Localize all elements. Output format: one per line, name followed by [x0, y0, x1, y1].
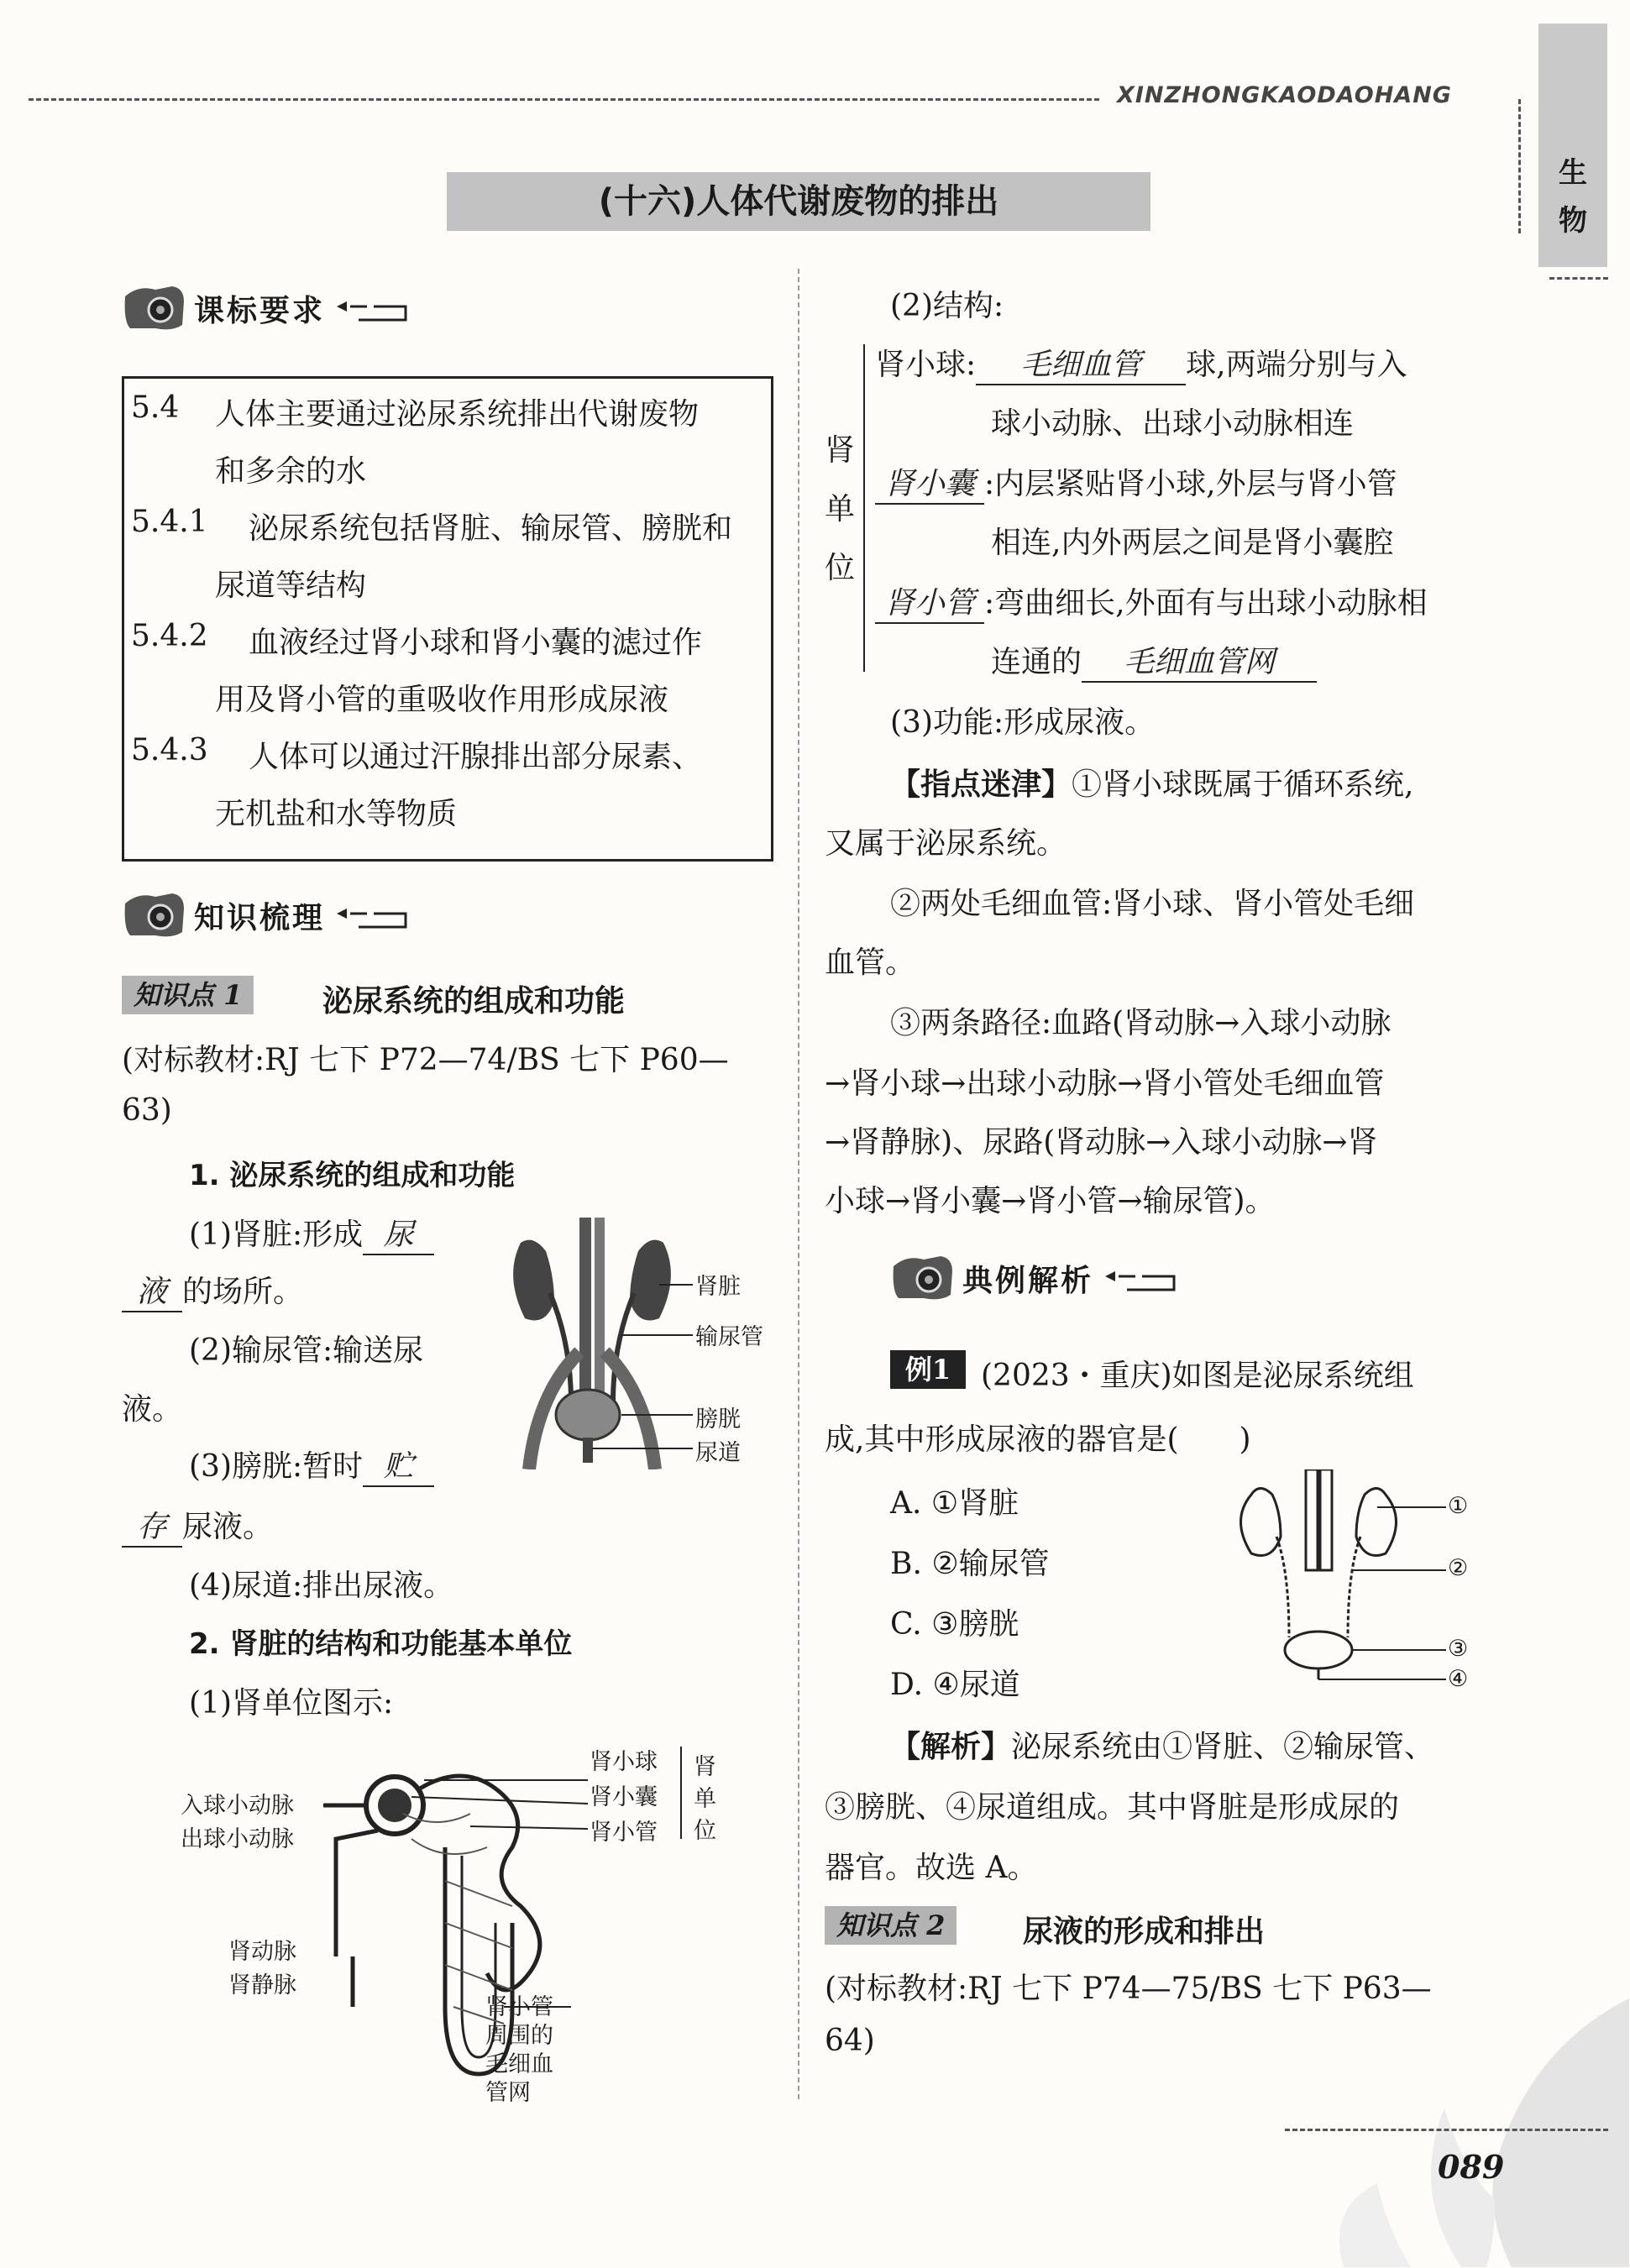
nephron-diagram [319, 1755, 605, 2108]
req-code: 5.4 [131, 390, 180, 425]
label-capillary-4: 管网 [485, 2080, 531, 2106]
analysis-label: 【解析】 [890, 1729, 1012, 1764]
kidney-line-2 [122, 1268, 303, 1312]
req-text: 和多余的水 [215, 454, 367, 489]
label-tubule: 肾小管 [590, 1820, 658, 1846]
kidney-fill-2: 液 [122, 1268, 182, 1312]
glomerulus-pre: 肾小球: [875, 348, 977, 382]
option-a[interactable]: A. ①肾脏 [890, 1486, 1019, 1521]
glomerulus-post: 球,两端分别与入 [1186, 348, 1407, 382]
urethra-line: (4)尿道:排出尿液。 [189, 1569, 454, 1603]
analysis-a1: 泌尿系统由①肾脏、②输尿管、 [1011, 1730, 1435, 1764]
label-capillary-2: 周围的 [485, 2023, 553, 2049]
tips-p1b: 又属于泌尿系统。 [825, 826, 1067, 861]
kp1-ref-line1: (对标教材:RJ 七下 P72—74/BS 七下 P60— [122, 1043, 729, 1077]
label-afferent-arteriole: 入球小动脉 [181, 1793, 294, 1819]
req-text: 泌尿系统包括肾脏、输尿管、膀胱和 [249, 511, 733, 546]
camera-icon [890, 1251, 956, 1305]
bladder-line [189, 1443, 434, 1487]
camera-icon [122, 888, 187, 942]
urinary-system-diagram [504, 1218, 697, 1469]
nephron-group-3: 位 [694, 1818, 716, 1844]
marker-2: ② [1448, 1555, 1469, 1581]
capsule-fill: 肾小囊 [875, 460, 984, 505]
kidney-fill-1: 尿 [363, 1211, 434, 1255]
structure-group-1: 肾 [825, 433, 856, 468]
bladder-pre: (3)膀胱:暂时 [189, 1449, 364, 1484]
structure-group-3: 位 [825, 551, 856, 585]
nephron-brace [680, 1747, 682, 1839]
example-badge: 例1 [890, 1350, 966, 1389]
section-knowledge-title: 知识梳理 [194, 900, 326, 935]
req-text: 血液经过肾小球和肾小囊的滤过作 [249, 626, 703, 660]
kp2-title: 尿液的形成和排出 [1023, 1914, 1266, 1949]
marker-1: ① [1448, 1493, 1469, 1519]
marker-3: ③ [1448, 1636, 1469, 1662]
kp1-heading-1: 1. 泌尿系统的组成和功能 [189, 1159, 516, 1192]
kidney-line [189, 1211, 434, 1255]
label-efferent-arteriole: 出球小动脉 [181, 1826, 294, 1852]
req-text: 人体可以通过汗腺排出部分尿素、 [249, 740, 703, 774]
subject-tab-char-2: 物 [1559, 204, 1587, 238]
req-text: 用及肾小管的重吸收作用形成尿液 [215, 683, 669, 717]
label-kidney: 肾脏 [695, 1274, 741, 1300]
nephron-group-1: 肾 [694, 1754, 716, 1780]
example-q-line2: 成,其中形成尿液的器官是( ) [825, 1422, 1251, 1457]
glomerulus-line [875, 341, 1407, 385]
section-knowledge [122, 888, 409, 942]
capsule-line-2: 相连,内外两层之间是肾小囊腔 [991, 526, 1394, 560]
tips-p3a: ③两条路径:血路(肾动脉→入球小动脉 [890, 1006, 1392, 1040]
label-urethra: 尿道 [695, 1440, 741, 1466]
example-urinary-diagram [1226, 1469, 1453, 1688]
tips-p2a: ②两处毛细血管:肾小球、肾小管处毛细 [890, 887, 1415, 921]
bladder-fill-1: 贮 [363, 1443, 434, 1487]
label-capillary-1: 肾小管 [485, 1994, 553, 2020]
arrow-bracket-icon [1102, 1261, 1177, 1295]
label-capillary-3: 毛细血 [485, 2051, 553, 2077]
kp1-heading-2: 2. 肾脏的结构和功能基本单位 [189, 1627, 573, 1661]
req-text: 人体主要通过泌尿系统排出代谢废物 [215, 397, 700, 432]
tips-line-1 [890, 761, 1413, 804]
structure-function: (3)功能:形成尿液。 [890, 705, 1156, 740]
capsule-line [875, 460, 1397, 505]
section-examples-title: 典例解析 [962, 1263, 1094, 1298]
section-requirements [122, 281, 409, 335]
ureter-line-1: (2)输尿管:输送尿 [189, 1333, 424, 1368]
marker-4: ④ [1448, 1666, 1469, 1692]
section-requirements-title: 课标要求 [194, 293, 326, 328]
tubule-line [875, 579, 1428, 624]
tubule-line-2 [991, 638, 1317, 683]
requirements-box [122, 376, 773, 862]
arrow-bracket-icon [333, 291, 409, 325]
subject-tab-char-1: 生 [1559, 156, 1587, 190]
side-dashed-rule-bottom [1549, 277, 1608, 280]
glomerulus-fill: 毛细血管 [976, 341, 1186, 385]
req-text: 尿道等结构 [215, 568, 367, 603]
label-capsule: 肾小囊 [590, 1784, 658, 1810]
analysis-line-3: 器官。故选 A。 [825, 1851, 1038, 1885]
bladder-fill-2: 存 [122, 1503, 182, 1548]
kp1-tag: 知识点 1 [122, 976, 254, 1014]
nephron-title: (1)肾单位图示: [189, 1686, 394, 1721]
example-q-line1: (2023・重庆)如图是泌尿系统组 [981, 1359, 1414, 1393]
label-renal-artery: 肾动脉 [228, 1939, 296, 1965]
tips-p1a: ①肾小球既属于循环系统, [1072, 767, 1414, 802]
req-code: 5.4.1 [131, 505, 208, 539]
tubule-post: :弯曲细长,外面有与出球小动脉相 [984, 586, 1428, 621]
tips-p3c: →肾静脉)、尿路(肾动脉→入球小动脉→肾 [825, 1125, 1378, 1160]
ureter-line-2: 液。 [122, 1392, 183, 1427]
option-d[interactable]: D. ④尿道 [890, 1668, 1020, 1702]
kp2-tag: 知识点 2 [825, 1906, 957, 1945]
kp2-ref-line2: 64) [825, 2024, 875, 2058]
tips-label: 【指点迷津】 [890, 767, 1072, 802]
label-glomerulus: 肾小球 [590, 1749, 658, 1775]
tubule-fill: 肾小管 [875, 579, 984, 624]
header-dashed-rule [29, 98, 1099, 101]
tips-p3d: 小球→肾小囊→肾小管→输尿管)。 [825, 1184, 1276, 1218]
tips-p2b: 血管。 [825, 945, 916, 980]
option-c[interactable]: C. ③膀胱 [890, 1607, 1019, 1642]
nephron-group-2: 单 [694, 1786, 716, 1812]
structure-title: (2)结构: [890, 289, 1004, 323]
analysis-line-1 [890, 1723, 1434, 1766]
req-text: 无机盐和水等物质 [215, 797, 458, 831]
option-b[interactable]: B. ②输尿管 [890, 1547, 1050, 1581]
bladder-line-2 [122, 1503, 273, 1548]
tubule-line2-fill: 毛细血管网 [1082, 638, 1317, 683]
capsule-post: :内层紧贴肾小球,外层与肾小管 [984, 467, 1397, 501]
structure-brace [863, 344, 865, 672]
label-ureter: 输尿管 [695, 1324, 763, 1350]
req-code: 5.4.3 [131, 733, 208, 767]
structure-group-2: 单 [825, 492, 856, 526]
req-code: 5.4.2 [131, 619, 208, 653]
running-title: XINZHONGKAODAOHANG [1117, 82, 1452, 108]
arrow-bracket-icon [333, 898, 409, 932]
page-number: 089 [1438, 2148, 1505, 2186]
kidney-post: 的场所。 [182, 1275, 304, 1309]
kp2-ref-line1: (对标教材:RJ 七下 P74—75/BS 七下 P63— [825, 1972, 1432, 2006]
kp1-title: 泌尿系统的组成和功能 [322, 984, 626, 1019]
subject-tab [1538, 24, 1607, 267]
chapter-title: (十六)人体代谢废物的排出 [447, 172, 1150, 231]
camera-icon [122, 281, 187, 335]
glomerulus-line-2: 球小动脉、出球小动脉相连 [991, 406, 1355, 441]
side-dashed-rule [1518, 99, 1521, 233]
label-bladder: 膀胱 [695, 1406, 741, 1433]
analysis-line-2: ③膀胱、④尿道组成。其中肾脏是形成尿的 [825, 1790, 1400, 1825]
section-examples [890, 1251, 1177, 1305]
kp1-ref-line2: 63) [122, 1093, 172, 1128]
bladder-post: 尿液。 [182, 1510, 274, 1544]
tubule-line2-pre: 连通的 [991, 645, 1082, 679]
tips-p3b: →肾小球→出球小动脉→肾小管处毛细血管 [825, 1066, 1385, 1101]
column-divider [798, 269, 799, 2099]
label-renal-vein: 肾静脉 [228, 1972, 296, 1998]
footer-dashed-rule [1285, 2129, 1608, 2131]
decorative-leaves [1243, 1998, 1629, 2267]
kidney-pre: (1)肾脏:形成 [189, 1218, 364, 1252]
